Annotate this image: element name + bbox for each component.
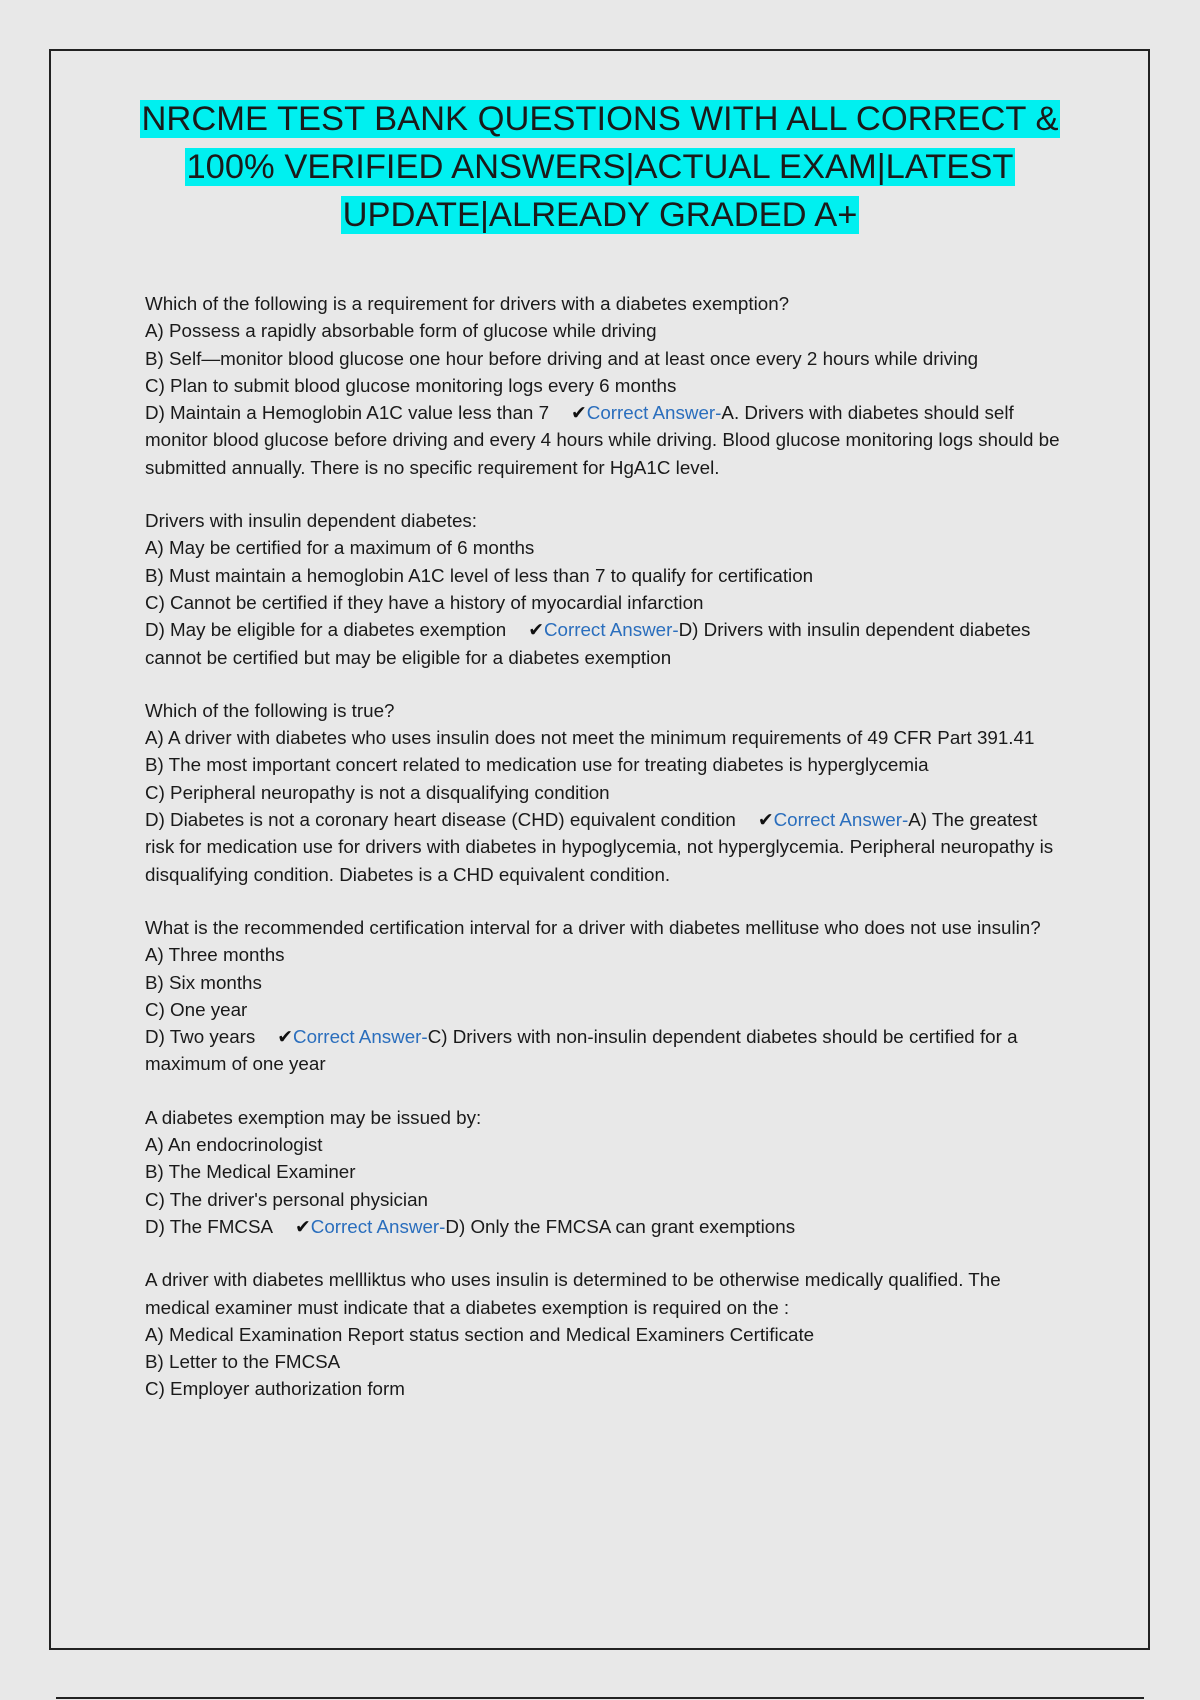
correct-answer-label: Correct Answer- <box>543 619 679 641</box>
title-line-3: UPDATE|ALREADY GRADED A+ <box>342 196 858 234</box>
question-block <box>145 697 1065 888</box>
answer-option: A) Medical Examination Report status section and Medical Examiners Certificate <box>145 1323 815 1345</box>
answer-option: B) Self—monitor blood glucose one hour before driving and at least once every 2 hours while driving <box>145 347 979 369</box>
question-stem: A diabetes exemption may be issued by: <box>145 1106 482 1128</box>
answer-option: A) An endocrinologist <box>145 1134 323 1156</box>
answer-option: A) May be certified for a maximum of 6 months <box>145 537 535 559</box>
question-block <box>145 914 1065 1078</box>
answer-option-with-answer <box>145 399 1065 481</box>
checkmark-icon: ✔ <box>528 619 544 641</box>
answer-option: B) Letter to the FMCSA <box>145 1351 341 1373</box>
correct-answer-label: Correct Answer- <box>773 809 909 831</box>
answer-option: D) The FMCSA <box>145 1215 274 1237</box>
answer-option: B) Must maintain a hemoglobin A1C level of less than 7 to qualify for certification <box>145 564 814 586</box>
question-stem: A driver with diabetes mellliktus who uses insulin is determined to be otherwise medically qualified. The medical examiner must indicate that a diabetes exemption is required on the : <box>145 1269 1001 1318</box>
answer-option: A) Possess a rapidly absorbable form of glucose while driving <box>145 320 657 342</box>
answer-option-with-answer <box>145 1213 1065 1240</box>
answer-option: A) Three months <box>145 944 285 966</box>
checkmark-icon: ✔ <box>277 1026 294 1048</box>
answer-option-with-answer <box>145 616 1065 671</box>
answer-option: B) The most important concert related to medication use for treating diabetes is hyperglycemia <box>145 754 929 776</box>
question-stem: What is the recommended certification interval for a driver with diabetes mellituse who does not use insulin? <box>145 916 1041 938</box>
question-block <box>145 1266 1065 1402</box>
answer-option: D) Two years <box>145 1026 256 1048</box>
question-stem: Which of the following is a requirement for drivers with a diabetes exemption? <box>145 293 790 314</box>
question-block <box>145 507 1065 671</box>
answer-option: B) The Medical Examiner <box>145 1161 356 1183</box>
answer-option: C) Employer authorization form <box>145 1378 405 1400</box>
question-list <box>145 290 1065 1429</box>
answer-option: C) Plan to submit blood glucose monitoring logs every 6 months <box>145 374 677 396</box>
document-title <box>0 95 1200 239</box>
checkmark-icon: ✔ <box>757 809 774 831</box>
checkmark-icon: ✔ <box>295 1215 311 1237</box>
question-block <box>145 290 1065 481</box>
correct-answer-text: D) Drivers with insulin dependent diabetes cannot be certified but may be eligible for a diabetes exemption <box>145 619 1031 668</box>
answer-option-with-answer <box>145 1023 1065 1078</box>
correct-answer-label: Correct Answer- <box>293 1026 428 1048</box>
answer-option: D) Maintain a Hemoglobin A1C value less than 7 <box>145 402 550 424</box>
checkmark-icon: ✔ <box>571 402 587 424</box>
correct-answer-text: D) Only the FMCSA can grant exemptions <box>445 1215 796 1237</box>
answer-option: D) May be eligible for a diabetes exemption <box>145 619 507 641</box>
correct-answer-text: C) Drivers with non-insulin dependent diabetes should be certified for a maximum of one year <box>145 1026 1018 1075</box>
answer-option: D) Diabetes is not a coronary heart disease (CHD) equivalent condition <box>145 809 736 831</box>
question-block <box>145 1104 1065 1240</box>
correct-answer-text: A) The greatest risk for medication use for drivers with diabetes in hypoglycemia, not hyperglycemia. Peripheral neuropathy is disqualifying condition. Diabetes is a CHD equivalent condition. <box>145 809 1054 885</box>
question-stem: Which of the following is true? <box>145 699 395 721</box>
answer-option: C) The driver's personal physician <box>145 1188 428 1210</box>
answer-option: C) Cannot be certified if they have a history of myocardial infarction <box>145 591 704 613</box>
correct-answer-label: Correct Answer- <box>586 402 722 424</box>
correct-answer-text: A. Drivers with diabetes should self monitor blood glucose before driving and every 4 hours while driving. Blood glucose monitoring logs should be submitted annually. There is no specific requirement for HgA1C level. <box>145 402 1060 478</box>
answer-option: A) A driver with diabetes who uses insulin does not meet the minimum requirements of 49 CFR Part 391.41 <box>145 727 1035 749</box>
question-stem: Drivers with insulin dependent diabetes: <box>145 510 477 532</box>
answer-option-with-answer <box>145 806 1065 888</box>
title-line-1: NRCME TEST BANK QUESTIONS WITH ALL CORRECT & <box>141 100 1059 138</box>
answer-option: B) Six months <box>145 971 262 993</box>
bottom-rule <box>56 1697 1144 1699</box>
answer-option: C) Peripheral neuropathy is not a disqualifying condition <box>145 781 610 803</box>
correct-answer-label: Correct Answer- <box>310 1215 446 1237</box>
title-line-2: 100% VERIFIED ANSWERS|ACTUAL EXAM|LATEST <box>186 148 1014 186</box>
answer-option: C) One year <box>145 998 248 1020</box>
